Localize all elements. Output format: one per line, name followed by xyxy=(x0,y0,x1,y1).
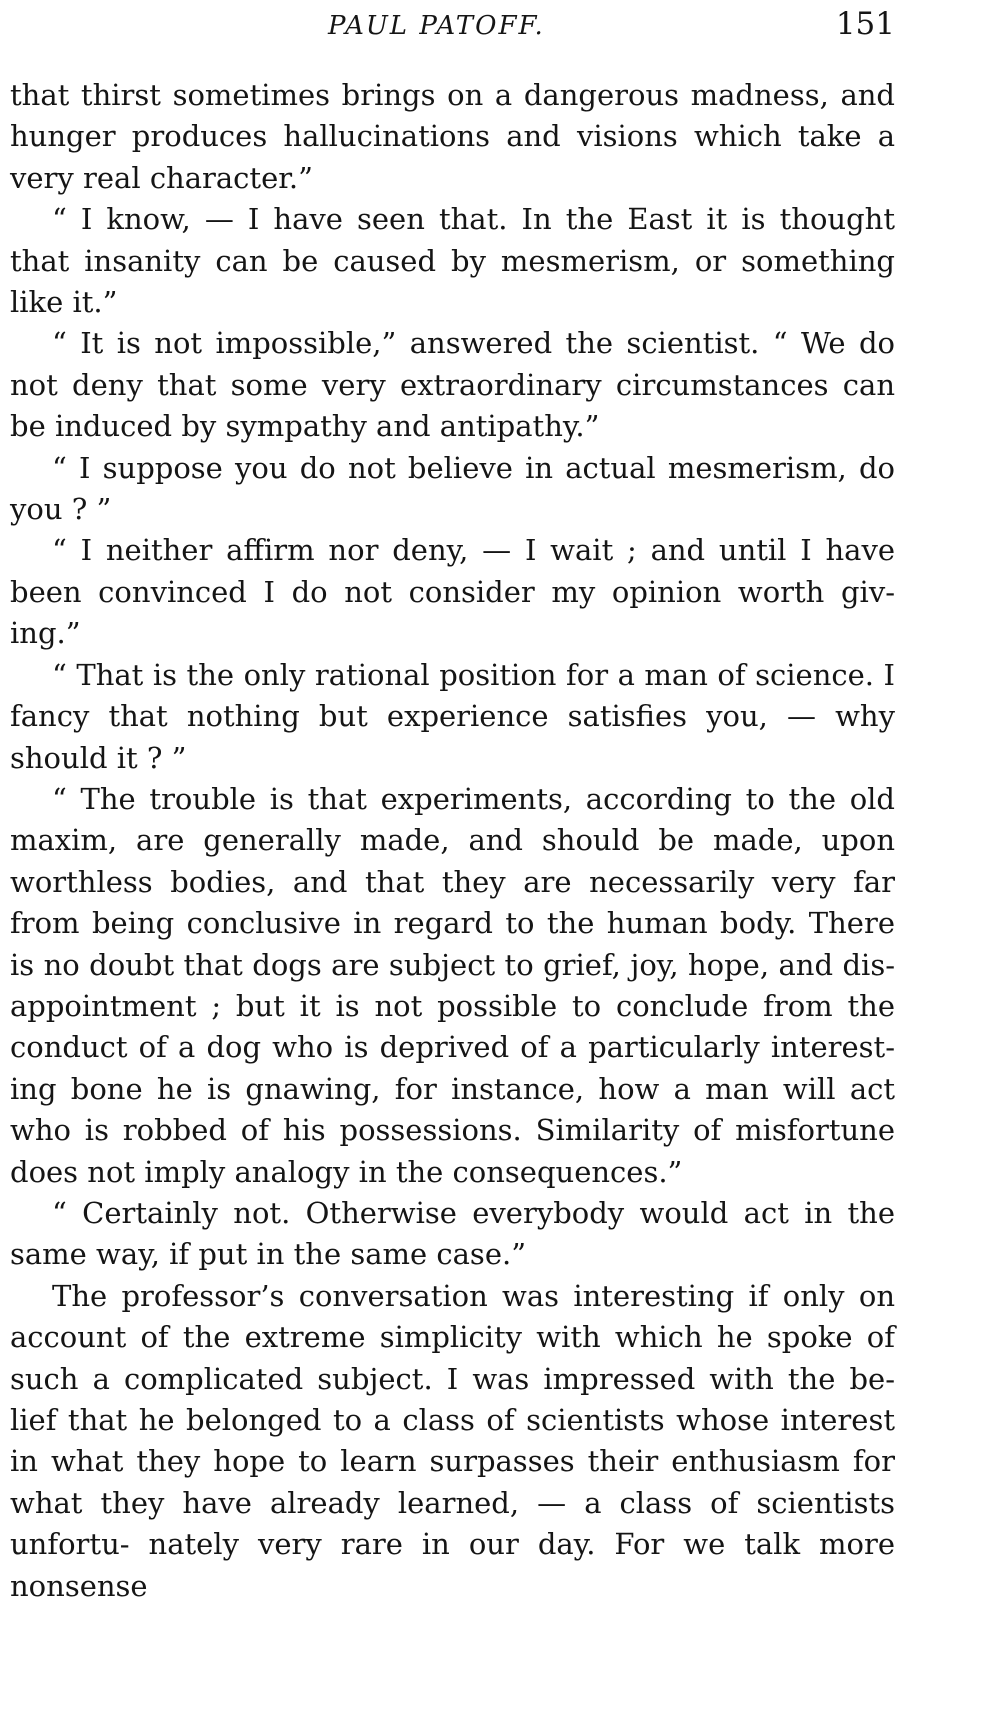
paragraph-dialogue: “ It is not impossible,” answered the scientist. “ We do not deny that some very extraordinary circumstances can be induced by sympathy and antipathy.” xyxy=(10,326,895,444)
paragraph-dialogue: “ I neither affirm nor deny, — I wait ; and until I have been convinced I do not consider my opinion worth giv- ing.” xyxy=(10,533,895,651)
paragraph-dialogue: “ I suppose you do not believe in actual mesmerism, do you ? ” xyxy=(10,450,895,527)
paragraph-dialogue: “ The trouble is that experiments, according to the old maxim, are generally made, and should be made, upon worthless bodies, and that they are necessarily very far from being conclusive in regard to the human body. There is no doubt that dogs are subject to grief, joy, hope, and dis- appointment ; but it is not possible to conclude from the conduct of a dog who is deprived of a particularly interest- ing bone he is gnawing, for instance, how a man will act who is robbed of his possessions. Similarity of misfortune does not imply analogy in the consequences.” xyxy=(10,781,895,1189)
running-title: PAUL PATOFF. xyxy=(328,11,545,41)
book-page xyxy=(10,0,895,1733)
paragraph-dialogue: “ Certainly not. Otherwise everybody would act in the same way, if put in the same case.” xyxy=(10,1195,895,1272)
paragraph-narration: The professor’s conversation was interesting if only on account of the extreme simplicity with which he spoke of such a complicated subject. I was impressed with the be- lief that he belonged to a class of scientists whose interest in what they hope to learn surpasses their enthusiasm for what they have already learned, — a class of scientists unfortu- nately very rare in our day. For we talk more nonsense xyxy=(10,1278,895,1603)
paragraph-continued: that thirst sometimes brings on a dangerous madness, and hunger produces hallucinations and visions which take a very real character.” xyxy=(10,78,895,195)
page-body xyxy=(10,75,895,1607)
page-number: 151 xyxy=(835,6,895,42)
paragraph-dialogue: “ That is the only rational position for a man of science. I fancy that nothing but experience satisfies you, — why should it ? ” xyxy=(10,657,895,775)
page-header xyxy=(10,0,895,62)
paragraph-dialogue: “ I know, — I have seen that. In the East it is thought that insanity can be caused by mesmerism, or something like it.” xyxy=(10,202,895,320)
